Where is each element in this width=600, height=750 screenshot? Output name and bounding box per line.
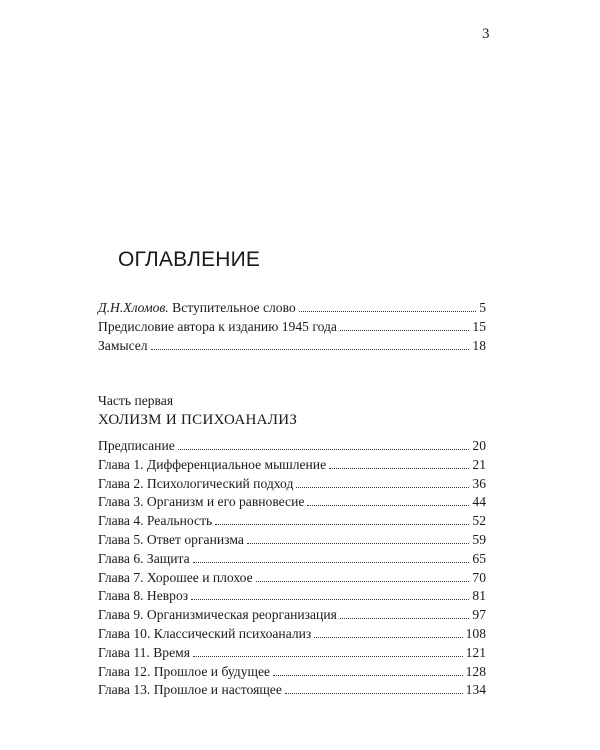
part-title: ХОЛИЗМ И ПСИХОАНАЛИЗ xyxy=(98,412,298,428)
toc-entry xyxy=(98,587,486,606)
toc-entry-page: 81 xyxy=(472,588,486,604)
toc-title: ОГЛАВЛЕНИЕ xyxy=(118,248,261,271)
toc-entry-page: 65 xyxy=(472,550,486,566)
dot-leader xyxy=(178,449,470,450)
toc-entry-page: 5 xyxy=(479,300,486,315)
toc-entry-label: Глава 7. Хорошее и плохое xyxy=(98,569,253,585)
toc-entry-label: Глава 4. Реальность xyxy=(98,513,213,529)
toc-entry-label: Глава 10. Классический психоанализ xyxy=(98,625,312,641)
toc-entry-intent xyxy=(98,337,486,356)
toc-entry-label: Глава 8. Невроз xyxy=(98,588,189,604)
toc-entry-label: Глава 2. Психологический подход xyxy=(98,475,294,491)
toc-entry-page: 128 xyxy=(465,663,486,679)
toc-entry-label: Глава 5. Ответ организма xyxy=(98,531,244,547)
dot-leader xyxy=(256,581,470,582)
toc-entry-label: Глава 1. Дифференциальное мышление xyxy=(98,456,327,472)
toc-entry-page: 97 xyxy=(472,607,486,623)
toc-entry-label: Глава 3. Организм и его равновесие xyxy=(98,494,305,510)
dot-leader xyxy=(151,349,470,350)
dot-leader xyxy=(215,524,469,525)
toc-entry xyxy=(98,550,486,569)
toc-entry xyxy=(98,644,486,663)
toc-entry-label: Глава 13. Прошлое и настоящее xyxy=(98,682,282,698)
toc-entry-author: Д.Н.Хломов. xyxy=(98,300,169,315)
toc-entry-page: 21 xyxy=(472,456,486,472)
toc-entry xyxy=(98,493,486,512)
toc-entry-page: 121 xyxy=(465,644,486,660)
toc-entry xyxy=(98,606,486,625)
toc-entry xyxy=(98,475,486,494)
toc-entry xyxy=(98,437,486,456)
toc-entry-page: 18 xyxy=(472,337,486,353)
dot-leader xyxy=(193,562,470,563)
dot-leader xyxy=(247,543,470,544)
dot-leader xyxy=(340,618,470,619)
toc-entry-title: Вступительное слово xyxy=(172,300,296,315)
toc-entry-label: Глава 12. Прошлое и будущее xyxy=(98,663,271,679)
toc-entry-label xyxy=(98,299,296,318)
toc-entry-page: 36 xyxy=(472,475,486,491)
toc-entry-page: 134 xyxy=(465,682,486,698)
toc-entry xyxy=(98,625,486,644)
toc-entry xyxy=(98,681,486,700)
dot-leader xyxy=(314,637,462,638)
dot-leader xyxy=(329,468,469,469)
toc-entry-page: 44 xyxy=(472,494,486,510)
toc-entry-label: Глава 6. Защита xyxy=(98,550,190,566)
dot-leader xyxy=(191,599,469,600)
page-number: 3 xyxy=(482,26,490,42)
dot-leader xyxy=(307,505,469,506)
toc-entry-page: 70 xyxy=(472,569,486,585)
toc-entry-page: 20 xyxy=(472,438,486,453)
toc-entry xyxy=(98,456,486,475)
part-one-list xyxy=(98,437,486,700)
dot-leader xyxy=(285,693,463,694)
dot-leader xyxy=(273,675,463,676)
toc-entry xyxy=(98,531,486,550)
toc-entry-label: Глава 9. Организмическая реорганизация xyxy=(98,607,337,623)
toc-entry-label: Предписание xyxy=(98,438,175,453)
dot-leader xyxy=(296,487,469,488)
toc-entry xyxy=(98,663,486,682)
toc-entry-foreword xyxy=(98,299,486,318)
dot-leader xyxy=(193,656,463,657)
toc-entry xyxy=(98,512,486,531)
part-label: Часть первая xyxy=(98,393,174,408)
front-matter-list xyxy=(98,299,486,355)
toc-entry-label: Глава 11. Время xyxy=(98,644,190,660)
toc-entry-page: 108 xyxy=(465,625,486,641)
toc-entry-page: 52 xyxy=(472,513,486,529)
toc-entry-label: Замысел xyxy=(98,337,148,353)
toc-entry-page: 59 xyxy=(472,531,486,547)
toc-entry xyxy=(98,569,486,588)
dot-leader xyxy=(340,330,469,331)
toc-entry-page: 15 xyxy=(472,318,486,334)
toc-entry-preface xyxy=(98,318,486,337)
toc-entry-label: Предисловие автора к изданию 1945 года xyxy=(98,318,337,334)
dot-leader xyxy=(299,311,477,312)
